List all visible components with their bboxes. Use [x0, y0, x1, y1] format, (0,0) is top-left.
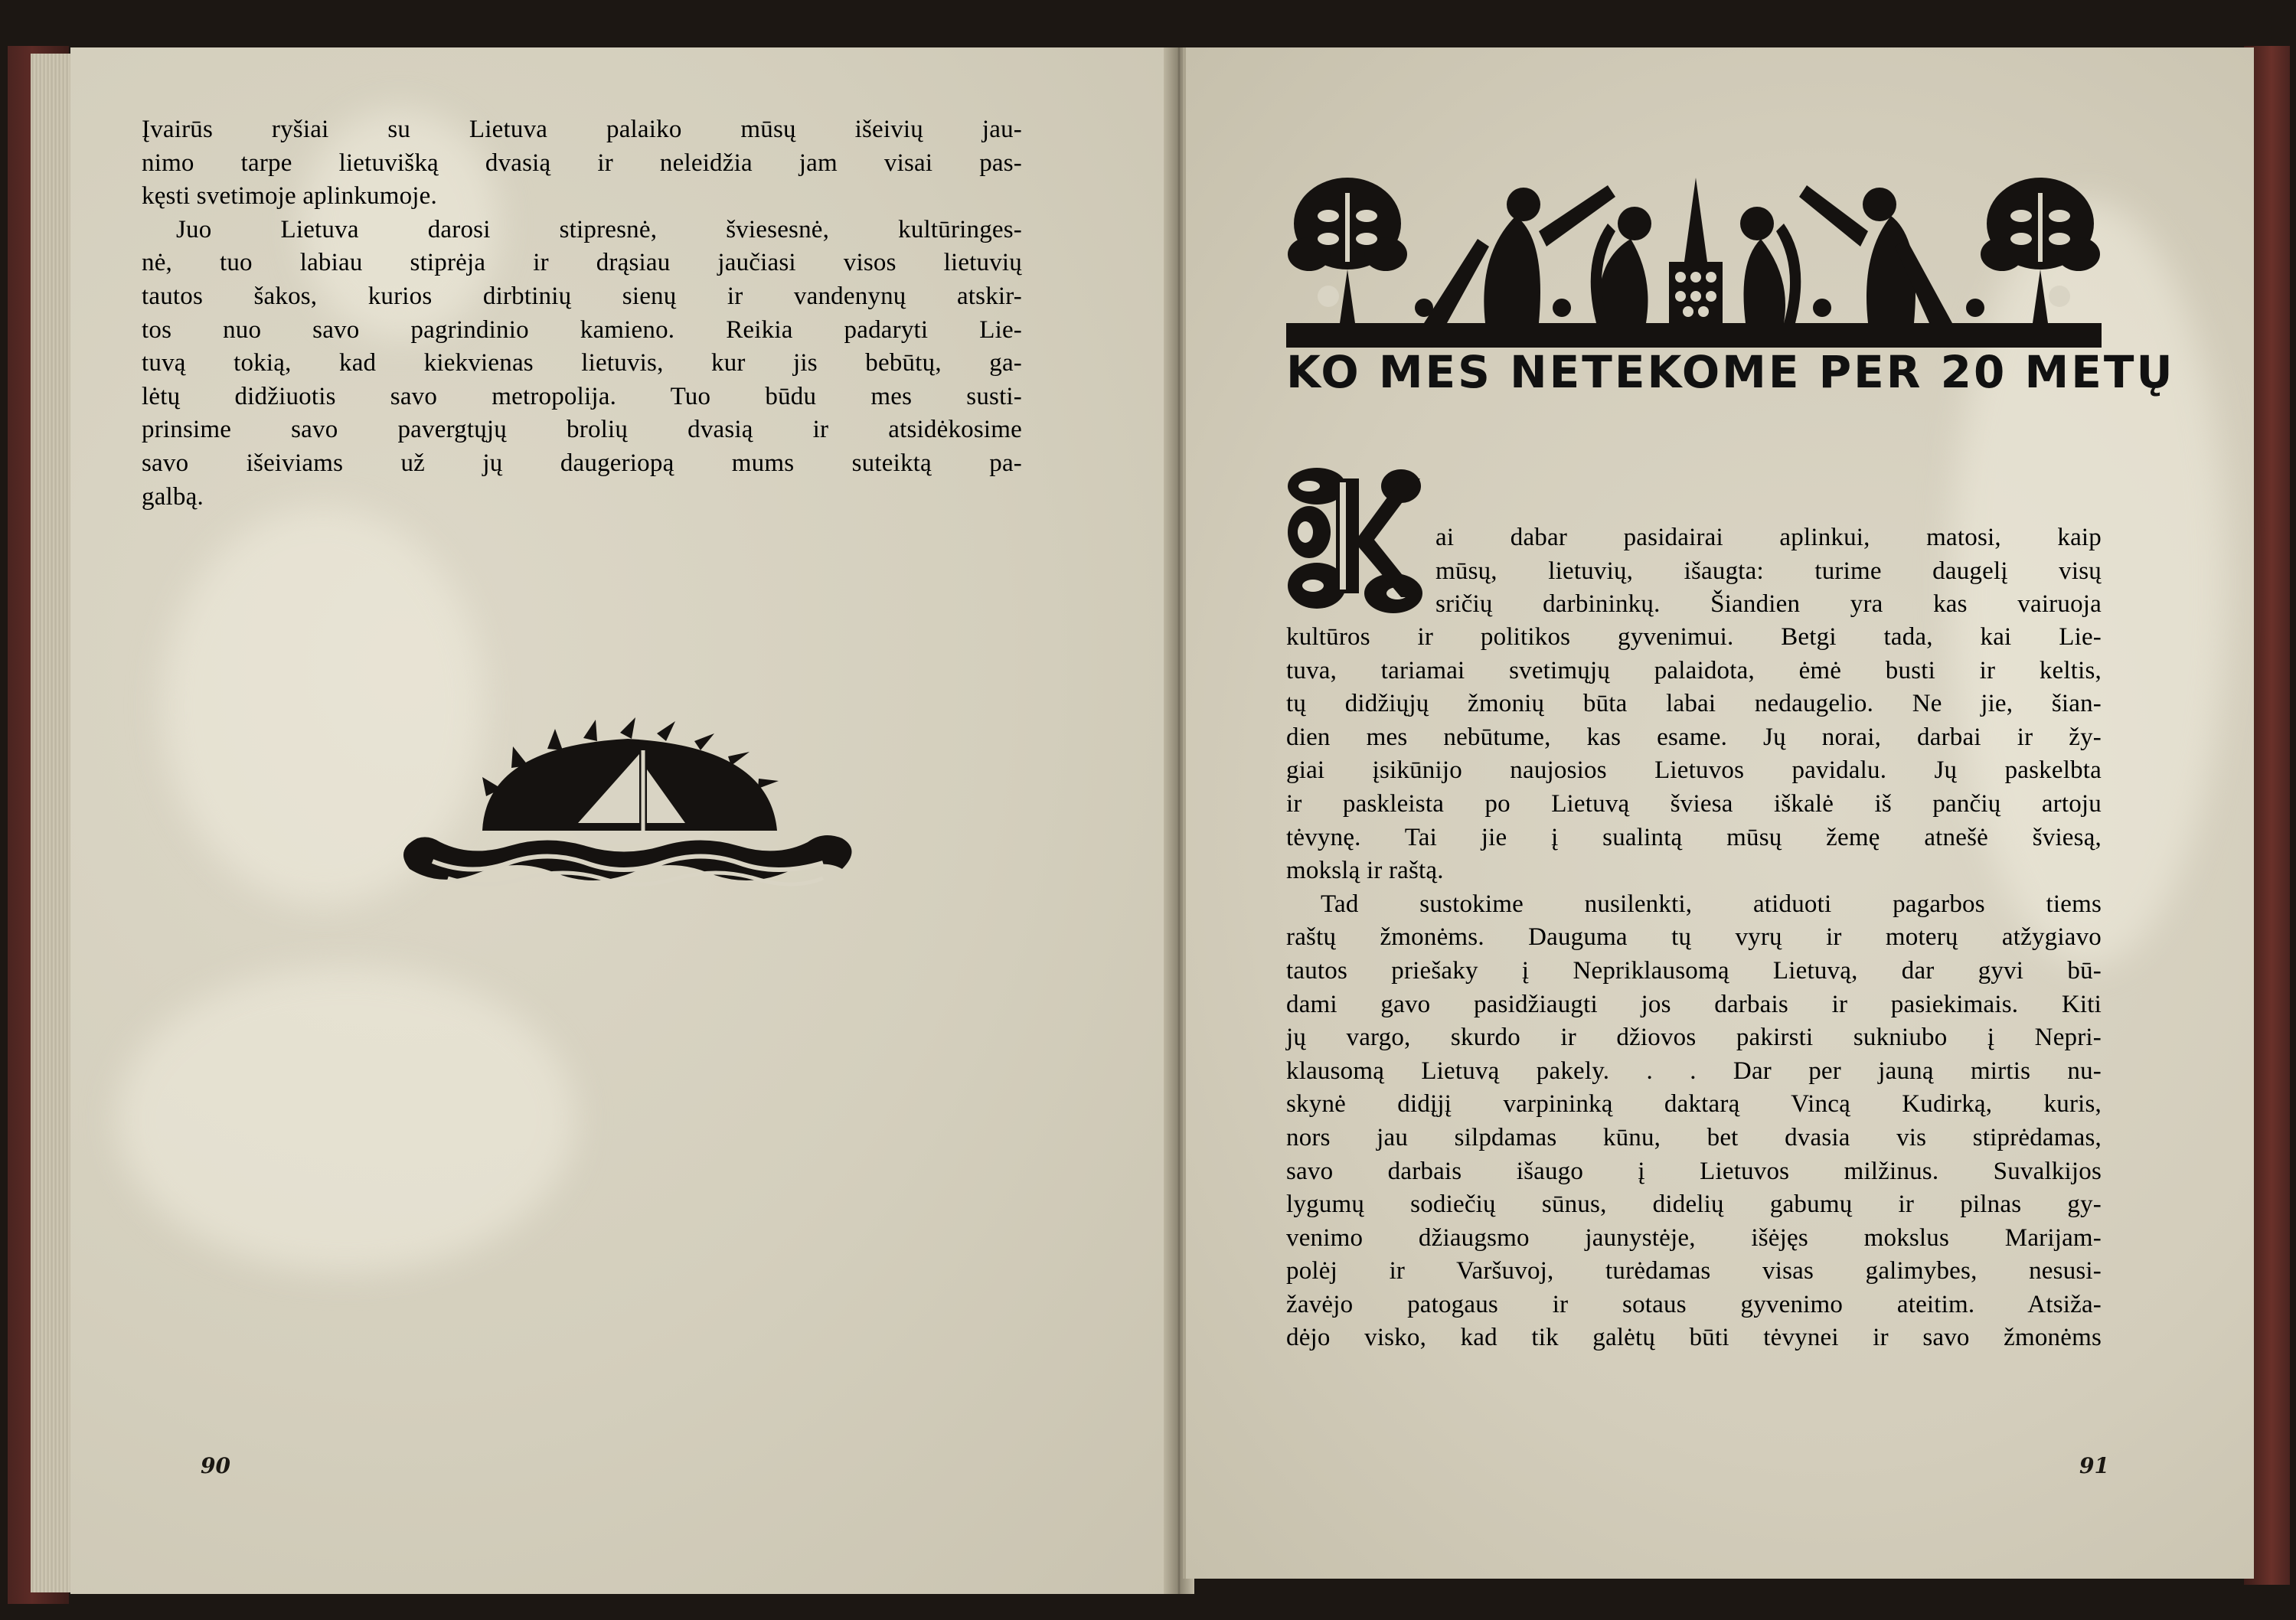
ornamental-initial-icon	[1286, 463, 1424, 616]
text-line: venimo džiaugsmo jaunystėje, išėjęs mokslus Marijam-	[1286, 1223, 2102, 1252]
sailboat-sun-ornament-icon	[394, 716, 865, 903]
page-number-right: 91	[2079, 1453, 2109, 1478]
text-line: nors jau silpdamas kūnu, bet dvasia vis stiprėdamas,	[1286, 1123, 2102, 1151]
text-line: mokslą ir raštą.	[1286, 857, 1444, 885]
text-line: kultūros ir politikos gyvenimui. Betgi tada, kai Lie-	[1286, 623, 2102, 651]
text-line: prinsime savo pavergtųjų brolių dvasią ir atsidėkosime	[142, 416, 1022, 444]
text-line: tautos šakos, kurios dirbtinių sienų ir vandenynų atskir-	[142, 282, 1022, 310]
text-line: jų vargo, skurdo ir džiovos pakirsti sukniubo į Nepri-	[1286, 1024, 2102, 1052]
text-line: tų didžiųjų žmonių būta labai nedaugelio. Ne jie, šian-	[1286, 690, 2102, 718]
right-page-body-text	[1286, 621, 2102, 1355]
text-line: skynė didįjį varpininką daktarą Vincą Kudirką, kuris,	[1286, 1090, 2102, 1119]
folk-art-banner-icon	[1286, 170, 2102, 351]
text-line: klausomą Lietuvą pakely. . . Dar per jauną mirtis nu-	[1286, 1057, 2102, 1085]
right-page-first-lines	[1435, 521, 2102, 622]
text-line: kęsti svetimoje aplinkumoje.	[142, 182, 437, 211]
text-line: lygumų sodiečių sūnus, didelių gabumų ir pilnas gy-	[1286, 1191, 2102, 1219]
text-line: ir paskleista po Lietuvą šviesa iškalė iš pančių artoju	[1286, 789, 2102, 818]
chapter-title: KO MES NETEKOME PER 20 METŲ	[1286, 346, 2175, 398]
text-line: dėjo visko, kad tik galėtų būti tėvynei ir savo žmonėms	[1286, 1324, 2102, 1352]
text-line: žavėjo patogaus ir sotaus gyvenimo ateitim. Atsiža-	[1286, 1290, 2102, 1318]
text-line: Įvairūs ryšiai su Lietuva palaiko mūsų išeivių jau-	[142, 116, 1022, 143]
paper-stain	[116, 966, 576, 1272]
text-line: Tad sustokime nusilenkti, atiduoti pagarbos tiems	[1321, 890, 2102, 918]
text-line: raštų žmonėms. Dauguma tų vyrų ir moterų atžygiavo	[1286, 923, 2102, 952]
text-line: dien mes nebūtume, kas esame. Jų norai, darbai ir žy-	[1286, 723, 2102, 751]
text-line: Juo Lietuva darosi stipresnė, šviesesnė, kultūringes-	[176, 215, 1022, 243]
text-line: tos nuo savo pagrindinio kamieno. Reikia padaryti Lie-	[142, 315, 1022, 344]
text-line: polėj ir Varšuvoj, turėdamas visas galimybes, nesusi-	[1286, 1257, 2102, 1285]
text-line: lėtų didžiuotis savo metropolija. Tuo būdu mes susti-	[142, 382, 1022, 410]
text-line: savo išeiviams už jų daugeriopą mums suteiktą pa-	[142, 449, 1022, 477]
text-line: sričių darbininkų. Šiandien yra kas vairuoja	[1435, 590, 2102, 619]
text-line: ai dabar pasidairai aplinkui, matosi, kaip	[1435, 524, 2102, 551]
page-stack-edge	[31, 54, 77, 1592]
text-line: mūsų, lietuvių, išaugta: turime daugelį visų	[1435, 557, 2102, 585]
left-page-body-text	[142, 113, 1022, 514]
text-line: tuvą tokią, kad kiekvienas lietuvis, kur jis bebūtų, ga-	[142, 349, 1022, 377]
text-line: giai įsikūnijo naujosios Lietuvos pavidalu. Jų paskelbta	[1286, 756, 2102, 785]
text-line: dami gavo pasidžiaugti jos darbais ir pasiekimais. Kiti	[1286, 990, 2102, 1018]
text-line: tautos priešaky į Nepriklausomą Lietuvą, dar gyvi bū-	[1286, 956, 2102, 985]
text-line: tuva, tariamai svetimųjų palaidota, ėmė busti ir keltis,	[1286, 656, 2102, 684]
page-number-left: 90	[201, 1453, 230, 1478]
text-line: galbą.	[142, 482, 204, 511]
text-line: nimo tarpe lietuvišką dvasią ir neleidžia jam visai pas-	[142, 149, 1022, 177]
text-line: tėvynę. Tai jie į sualintą mūsų žemę atnešė šviesą,	[1286, 823, 2102, 851]
text-line: savo darbais išaugo į Lietuvos milžinus. Suvalkijos	[1286, 1157, 2102, 1185]
text-line: nė, tuo labiau stiprėja ir drąsiau jaučiasi visos lietuvių	[142, 249, 1022, 277]
